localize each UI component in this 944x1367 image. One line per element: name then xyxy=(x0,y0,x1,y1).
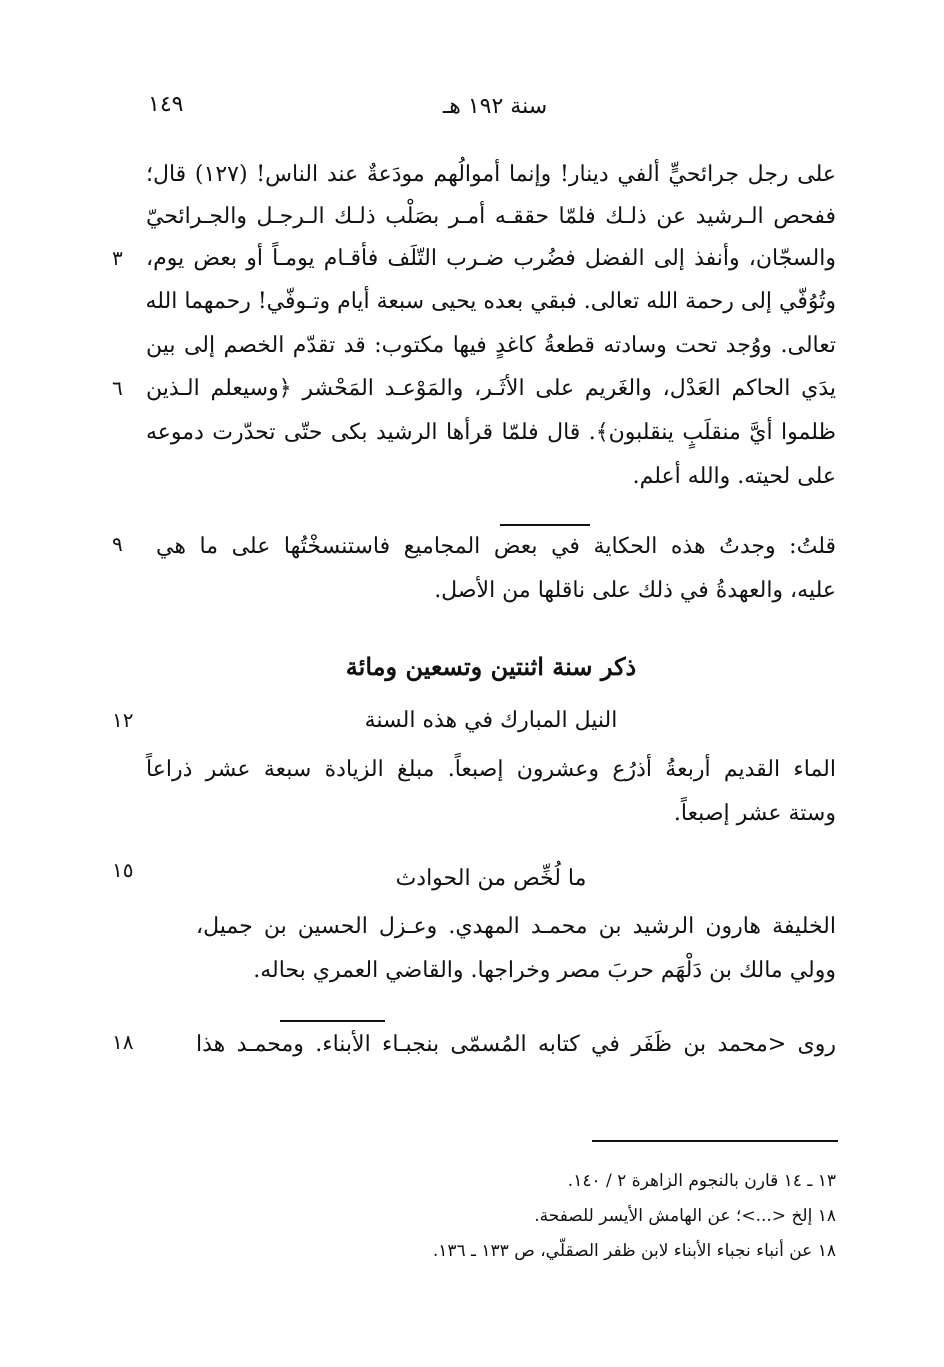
footnote: ١٨ إلخ <...>؛ عن الهامش الأيسر للصفحة. xyxy=(534,1206,836,1226)
line-number: ١٢ xyxy=(112,708,134,732)
footnote: ١٨ عن أنباء نجباء الأبناء لابن ظفر الصقلّي، ص ١٣٣ ـ ١٣٦. xyxy=(432,1241,836,1261)
line-number: ١٥ xyxy=(112,858,134,882)
page-number: ١٤٩ xyxy=(148,92,184,117)
line-number: ٣ xyxy=(112,246,123,270)
body-line: ظلموا أيَّ منقلَبٍ ينقلبون﴾. قال فلمّا قرأها الرشيد بكى حتّى تحدّرت دموعه xyxy=(146,420,836,445)
nile-line: وستة عشر إصبعاً. xyxy=(673,801,836,826)
line-number: ٩ xyxy=(112,532,123,556)
note-line: قلتُ: وجدتُ هذه الحكاية في بعض المجاميع فاستنسخْتُها على ما هي xyxy=(156,534,836,559)
body-line: تعالى. ووُجد تحت وسادته قطعةُ كاغدٍ فيها مكتوب: قد تقدّم الخصم إلى بين xyxy=(146,333,836,358)
running-header: سنة ١٩٢ هـ xyxy=(442,94,548,119)
events-line: الخليفة هارون الرشيد بن محمـد المهدي. وعـزل الحسين بن جميل، xyxy=(196,914,836,939)
footnote-rule xyxy=(592,1140,838,1142)
body-line: والسجّان، وأنفذ إلى الفضل فضُرب ضـرب التّلَف فأقـام يومـاً أو بعض يوم، xyxy=(146,246,837,271)
body-line-last: روى <محمد بن ظَفَر في كتابه المُسمّى بنجبـاء الأبناء. ومحمـد هذا xyxy=(196,1032,836,1057)
nile-line: الماء القديم أربعةُ أذرُع وعشرون إصبعاً. مبلغ الزيادة سبعة عشر ذراعاً xyxy=(146,757,836,782)
overline-mark xyxy=(500,524,590,526)
body-line: على رجل جرائحيٍّ ألفي دينار! وإنما أموالُهم مودَعةٌ عند الناس! (١٢٧) قال؛ xyxy=(146,162,836,187)
events-line: وولي مالك بن دَلْهَم حربَ مصر وخراجها. والقاضي العمري بحاله. xyxy=(253,958,836,983)
footnote: ١٣ ـ ١٤ قارن بالنجوم الزاهرة ٢ / ١٤٠. xyxy=(567,1171,836,1191)
note-line: عليه، والعهدةُ في ذلك على ناقلها من الأصل. xyxy=(434,578,836,603)
body-line: على لحيته. والله أعلم. xyxy=(632,464,836,489)
overline-mark xyxy=(280,1020,385,1022)
section-heading: ذكر سنة اثنتين وتسعين ومائة xyxy=(345,652,637,681)
body-line: ففحص الـرشيد عن ذلـك فلمّا حققـه أمـر بصَلْب ذلـك الـرجـل والجـرائحيّ xyxy=(146,204,836,229)
line-number: ١٨ xyxy=(112,1030,134,1054)
line-number: ٦ xyxy=(112,376,123,400)
nile-heading: النيل المبارك في هذه السنة xyxy=(364,708,618,733)
events-heading: ما لُخِّص من الحوادث xyxy=(395,866,587,891)
body-line: وتُوُفّي إلى رحمة الله تعالى. فبقي بعده يحيى سبعة أيام وتـوفّي! رحمهما الله xyxy=(145,289,836,314)
body-line: يدَي الحاكم العَدْل، والغَريم على الأثَـر، والمَوْعـد المَحْشر ﴿وسيعلم الـذين xyxy=(146,376,836,401)
